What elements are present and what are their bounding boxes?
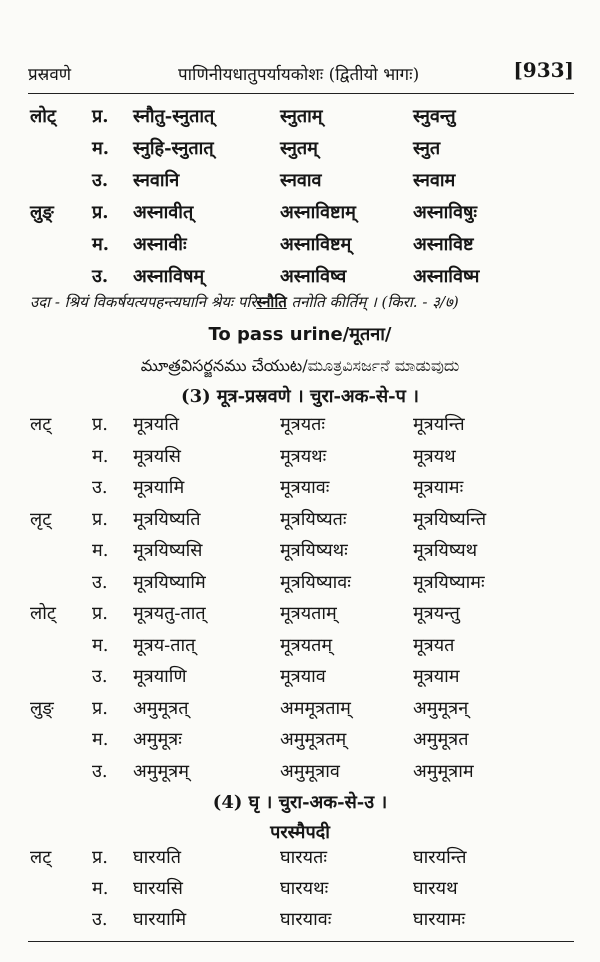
person-label: प्र. bbox=[92, 414, 108, 435]
form-dual: मूत्रयतः bbox=[280, 414, 326, 435]
lakara-label: लट् bbox=[30, 414, 52, 435]
header-rule bbox=[28, 93, 574, 94]
form-plural: अमुमूत्राम bbox=[413, 760, 474, 782]
conjugation-row bbox=[0, 570, 600, 602]
form-plural: स्नुत bbox=[413, 138, 441, 159]
form-dual: अस्नाविष्टाम् bbox=[280, 202, 356, 223]
form-dual: मूत्रयिष्यतः bbox=[280, 508, 347, 530]
voice-subtitle: परस्मैपदी bbox=[270, 822, 330, 843]
form-plural: मूत्रयाम bbox=[413, 666, 460, 687]
form-dual: अमुमूत्रतम् bbox=[280, 729, 347, 750]
form-singular: अमुमूत्रः bbox=[133, 729, 182, 750]
form-singular: स्नुहि-स्नुतात् bbox=[133, 138, 214, 159]
form-plural: मूत्रयथ bbox=[413, 445, 456, 467]
form-dual: अस्नाविष्व bbox=[280, 266, 347, 287]
form-dual: अमुमूत्राव bbox=[280, 760, 340, 782]
person-label: म. bbox=[92, 138, 110, 159]
person-label: प्र. bbox=[92, 202, 109, 223]
section-english-heading: To pass urine/मूतना/ bbox=[208, 324, 392, 345]
form-singular: अमुमूत्रत् bbox=[133, 697, 189, 719]
form-plural: मूत्रयिष्यामः bbox=[413, 571, 485, 593]
conjugation-row bbox=[0, 907, 600, 939]
person-label: म. bbox=[92, 729, 109, 750]
conjugation-row bbox=[0, 136, 600, 168]
root-title-3: (3) मूत्र-प्रस्रवणे । चुरा-अक-से-प । bbox=[181, 386, 419, 407]
conjugation-row bbox=[0, 507, 600, 539]
form-plural: मूत्रयामः bbox=[413, 477, 464, 498]
form-plural: अस्नाविष्म bbox=[413, 266, 480, 287]
form-dual: मूत्रयथः bbox=[280, 445, 327, 467]
form-dual: स्नुताम् bbox=[280, 106, 323, 127]
person-label: उ. bbox=[92, 477, 108, 498]
form-singular: मूत्रय-तात् bbox=[133, 634, 196, 656]
conjugation-row bbox=[0, 538, 600, 570]
header-title: पाणिनीयधातुपर्यायकोशः (द्वितीयो भागः) bbox=[178, 65, 420, 85]
conjugation-row bbox=[0, 727, 600, 759]
conjugation-row bbox=[0, 412, 600, 444]
form-singular: अस्नावीत् bbox=[133, 202, 194, 223]
lakara-label: लुङ् bbox=[30, 697, 54, 719]
lakara-label: लोट् bbox=[30, 603, 56, 624]
form-plural: मूत्रयत bbox=[413, 634, 455, 656]
person-label: म. bbox=[92, 234, 110, 255]
form-plural: घारयथ bbox=[413, 878, 458, 899]
conjugation-row bbox=[0, 104, 600, 136]
person-label: उ. bbox=[92, 571, 108, 593]
form-singular: मूत्रयिष्यसि bbox=[133, 540, 203, 561]
lakara-label: लोट् bbox=[30, 106, 56, 127]
person-label: प्र. bbox=[92, 603, 108, 624]
form-dual: स्नवाव bbox=[280, 170, 322, 191]
form-singular: मूत्रयिष्यति bbox=[133, 508, 201, 530]
form-plural: अमुमूत्रत bbox=[413, 729, 469, 750]
form-singular: मूत्रयाणि bbox=[133, 666, 187, 687]
form-plural: अमुमूत्रन् bbox=[413, 697, 469, 719]
form-dual: स्नुतम् bbox=[280, 138, 318, 159]
example-quote bbox=[30, 292, 459, 312]
form-dual: मूत्रयिष्यथः bbox=[280, 540, 348, 561]
conjugation-row bbox=[0, 876, 600, 908]
person-label: म. bbox=[92, 445, 109, 467]
form-plural: अस्नाविष्ट bbox=[413, 234, 474, 255]
form-plural: मूत्रयन्तु bbox=[413, 603, 460, 624]
form-singular: स्नवानि bbox=[133, 170, 180, 191]
conjugation-row bbox=[0, 633, 600, 665]
conjugation-row bbox=[0, 232, 600, 264]
section-regional-heading: మూత్రవిసర్జనము చేయుట/ಮೂತ್ರವಿಸರ್ಜನೆ ಮಾಡುವುದು bbox=[140, 356, 460, 375]
footer-rule bbox=[28, 941, 574, 942]
form-plural: मूत्रयिष्यन्ति bbox=[413, 508, 487, 530]
root-title-4: (4) घृ । चुरा-अक-से-उ । bbox=[212, 792, 388, 813]
conjugation-row bbox=[0, 601, 600, 633]
example-highlight: स्नौति bbox=[256, 293, 287, 311]
lakara-label: लृट् bbox=[30, 508, 52, 530]
form-dual: अममूत्रताम् bbox=[280, 697, 351, 719]
form-singular: अमुमूत्रम् bbox=[133, 760, 189, 782]
form-singular: स्नौतु-स्नुतात् bbox=[133, 106, 215, 127]
conjugation-row bbox=[0, 759, 600, 791]
form-dual: घारयथः bbox=[280, 878, 329, 899]
form-plural: मूत्रयन्ति bbox=[413, 414, 465, 435]
form-dual: मूत्रयतम् bbox=[280, 634, 333, 656]
person-label: उ. bbox=[92, 666, 108, 687]
form-plural: घारयामः bbox=[413, 909, 466, 930]
person-label: उ. bbox=[92, 170, 109, 191]
conjugation-row bbox=[0, 845, 600, 877]
form-singular: घारयामि bbox=[133, 909, 187, 930]
person-label: प्र. bbox=[92, 106, 109, 127]
person-label: प्र. bbox=[92, 697, 108, 719]
lakara-label: लट् bbox=[30, 847, 52, 868]
form-singular: घारयसि bbox=[133, 878, 183, 899]
form-plural: अस्नाविषुः bbox=[413, 202, 477, 223]
conjugation-row bbox=[0, 444, 600, 476]
person-label: म. bbox=[92, 540, 109, 561]
lakara-label: लुङ् bbox=[30, 202, 54, 223]
form-singular: मूत्रयतु-तात् bbox=[133, 603, 206, 624]
conjugation-row bbox=[0, 475, 600, 507]
form-dual: घारयावः bbox=[280, 909, 332, 930]
person-label: प्र. bbox=[92, 508, 108, 530]
form-singular: घारयति bbox=[133, 847, 182, 868]
form-singular: अस्नावीः bbox=[133, 234, 187, 255]
form-dual: मूत्रयावः bbox=[280, 477, 330, 498]
person-label: प्र. bbox=[92, 847, 108, 868]
form-singular: मूत्रयति bbox=[133, 414, 180, 435]
person-label: उ. bbox=[92, 760, 108, 782]
form-singular: अस्नाविषम् bbox=[133, 266, 205, 287]
form-plural: स्नवाम bbox=[413, 170, 456, 191]
form-plural: स्नुवन्तु bbox=[413, 106, 456, 127]
form-plural: घारयन्ति bbox=[413, 847, 467, 868]
form-plural: मूत्रयिष्यथ bbox=[413, 540, 478, 561]
form-dual: मूत्रयताम् bbox=[280, 603, 337, 624]
form-dual: अस्नाविष्टम् bbox=[280, 234, 352, 255]
header-left: प्रस्रवणे bbox=[28, 65, 72, 85]
conjugation-row bbox=[0, 664, 600, 696]
example-pre: उदा - श्रियं विकर्षयत्यपहन्त्यघानि श्रेयः परि bbox=[30, 293, 257, 311]
person-label: उ. bbox=[92, 909, 108, 930]
example-post: तनोति कीर्तिम् । (किरा. - ३/७) bbox=[286, 293, 459, 311]
page-header bbox=[28, 58, 574, 88]
person-label: म. bbox=[92, 878, 109, 899]
form-dual: घारयतः bbox=[280, 847, 327, 868]
person-label: म. bbox=[92, 634, 109, 656]
conjugation-row bbox=[0, 200, 600, 232]
form-singular: मूत्रयिष्यामि bbox=[133, 571, 206, 593]
page-number: [933] bbox=[513, 58, 574, 82]
form-singular: मूत्रयसि bbox=[133, 445, 181, 467]
person-label: उ. bbox=[92, 266, 109, 287]
form-dual: मूत्रयिष्यावः bbox=[280, 571, 351, 593]
form-singular: मूत्रयामि bbox=[133, 477, 185, 498]
conjugation-row bbox=[0, 168, 600, 200]
conjugation-row bbox=[0, 696, 600, 728]
form-dual: मूत्रयाव bbox=[280, 666, 326, 687]
